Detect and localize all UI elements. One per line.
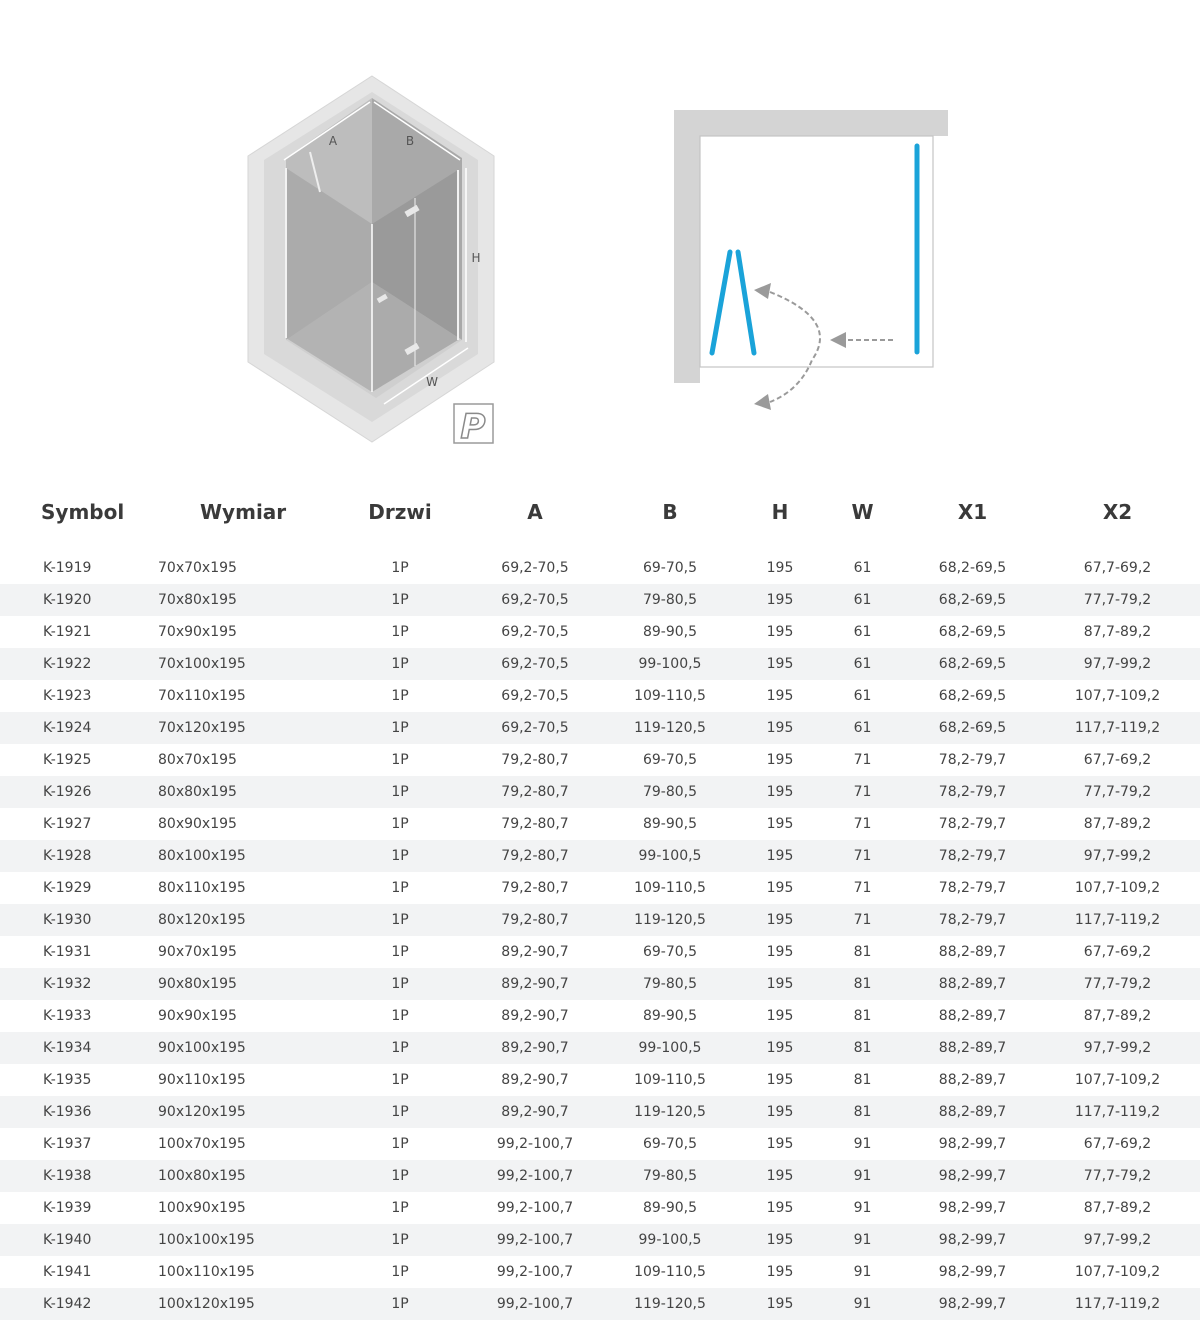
cell-h: 195 <box>766 1200 794 1216</box>
cell-a: 99,2-100,7 <box>475 1288 595 1320</box>
cell-wymiar: 80x110x195 <box>158 880 246 896</box>
table-row <box>0 1160 1200 1192</box>
cell-drzwi: 1P <box>391 752 409 768</box>
cell-x2: 117,7-119,2 <box>1035 712 1200 744</box>
cell-x2: 107,7-109,2 <box>1074 1264 1161 1280</box>
cell-symbol: K-1938 <box>0 1160 155 1192</box>
cell-x2: 77,7-79,2 <box>1035 968 1200 1000</box>
cell-x2: 67,7-69,2 <box>1083 560 1152 576</box>
cell-a: 69,2-70,5 <box>475 648 595 680</box>
cell-wymiar: 70x90x195 <box>158 624 237 640</box>
cell-drzwi: 1P <box>325 1096 475 1128</box>
cell-b: 89-90,5 <box>642 624 698 640</box>
cell-h: 195 <box>766 1008 794 1024</box>
cell-symbol: K-1942 <box>0 1288 155 1320</box>
cell-h: 195 <box>766 752 794 768</box>
cell-b: 79-80,5 <box>595 968 745 1000</box>
cell-x2: 117,7-119,2 <box>1035 1288 1200 1320</box>
column-header-b: B <box>662 500 678 524</box>
cell-w: 71 <box>815 776 910 808</box>
table-row <box>0 744 1200 776</box>
cell-wymiar: 80x120x195 <box>155 904 325 936</box>
column-header-symbol: Symbol <box>41 500 125 524</box>
cell-x2: 87,7-89,2 <box>1083 1008 1152 1024</box>
cell-symbol: K-1934 <box>0 1032 155 1064</box>
cell-h: 195 <box>766 688 794 704</box>
cell-w: 71 <box>853 816 872 832</box>
cell-wymiar: 100x100x195 <box>155 1224 325 1256</box>
table-row <box>0 552 1200 584</box>
table-row <box>0 776 1200 808</box>
cell-wymiar: 80x80x195 <box>155 776 325 808</box>
table-row <box>0 1032 1200 1064</box>
cell-b: 79-80,5 <box>595 1160 745 1192</box>
cell-a: 69,2-70,5 <box>501 560 569 576</box>
column-header-h: H <box>771 500 789 524</box>
cell-drzwi: 1P <box>325 648 475 680</box>
cell-h: 195 <box>766 1136 794 1152</box>
cell-b: 109-110,5 <box>634 1072 706 1088</box>
cell-drzwi: 1P <box>325 1032 475 1064</box>
cell-x1: 98,2-99,7 <box>938 1200 1007 1216</box>
cell-x1: 78,2-79,7 <box>910 840 1035 872</box>
cell-wymiar: 90x110x195 <box>158 1072 246 1088</box>
table-row <box>0 648 1200 680</box>
table-row <box>0 584 1200 616</box>
column-header-wymiar: Wymiar <box>200 500 287 524</box>
cell-drzwi: 1P <box>391 1136 409 1152</box>
cell-b: 109-110,5 <box>634 1264 706 1280</box>
cell-a: 99,2-100,7 <box>475 1224 595 1256</box>
table-row <box>0 904 1200 936</box>
cell-symbol: K-1924 <box>0 712 155 744</box>
cell-x2: 97,7-99,2 <box>1035 1032 1200 1064</box>
cell-drzwi: 1P <box>391 688 409 704</box>
cell-b: 89-90,5 <box>642 816 698 832</box>
cell-x1: 88,2-89,7 <box>910 1032 1035 1064</box>
cell-drzwi: 1P <box>325 1160 475 1192</box>
cell-a: 99,2-100,7 <box>496 1264 574 1280</box>
cell-b: 109-110,5 <box>634 880 706 896</box>
table-header-row <box>0 486 1200 538</box>
cell-w: 61 <box>815 648 910 680</box>
cell-w: 81 <box>853 1008 872 1024</box>
cell-b: 99-100,5 <box>595 1032 745 1064</box>
cell-h: 195 <box>745 968 815 1000</box>
cell-w: 91 <box>815 1288 910 1320</box>
cell-drzwi: 1P <box>391 816 409 832</box>
cell-wymiar: 80x90x195 <box>158 816 237 832</box>
cell-b: 89-90,5 <box>642 1200 698 1216</box>
dimension-label-a: A <box>328 134 338 148</box>
cell-x1: 98,2-99,7 <box>910 1224 1035 1256</box>
cell-symbol: K-1940 <box>0 1224 155 1256</box>
table-row <box>0 872 1200 904</box>
cell-x1: 98,2-99,7 <box>910 1288 1035 1320</box>
cell-b: 69-70,5 <box>642 1136 698 1152</box>
door-panel-line <box>712 252 730 353</box>
cell-x1: 78,2-79,7 <box>938 816 1007 832</box>
cell-x2: 77,7-79,2 <box>1035 584 1200 616</box>
cell-symbol: K-1932 <box>0 968 155 1000</box>
column-header-w: W <box>851 500 874 524</box>
cell-w: 91 <box>815 1160 910 1192</box>
cell-symbol: K-1931 <box>43 944 92 960</box>
cell-symbol: K-1923 <box>43 688 92 704</box>
cell-x2: 117,7-119,2 <box>1035 904 1200 936</box>
cell-x2: 77,7-79,2 <box>1035 776 1200 808</box>
cell-a: 79,2-80,7 <box>475 840 595 872</box>
cell-drzwi: 1P <box>391 1200 409 1216</box>
cell-b: 69-70,5 <box>642 944 698 960</box>
cell-x1: 88,2-89,7 <box>938 944 1007 960</box>
cell-x1: 68,2-69,5 <box>938 688 1007 704</box>
cell-symbol: K-1919 <box>43 560 92 576</box>
cell-x2: 97,7-99,2 <box>1035 840 1200 872</box>
cell-symbol: K-1936 <box>0 1096 155 1128</box>
cell-symbol: K-1929 <box>43 880 92 896</box>
column-header-drzwi: Drzwi <box>368 500 432 524</box>
cell-a: 89,2-90,7 <box>501 944 569 960</box>
column-header-a: A <box>527 500 543 524</box>
cell-x2: 97,7-99,2 <box>1035 648 1200 680</box>
cell-symbol: K-1920 <box>0 584 155 616</box>
cell-h: 195 <box>745 776 815 808</box>
cell-symbol: K-1926 <box>0 776 155 808</box>
cell-x2: 87,7-89,2 <box>1083 816 1152 832</box>
cell-wymiar: 80x100x195 <box>155 840 325 872</box>
table-row <box>0 968 1200 1000</box>
cell-w: 81 <box>815 1032 910 1064</box>
cell-drzwi: 1P <box>391 1072 409 1088</box>
cell-wymiar: 70x120x195 <box>155 712 325 744</box>
cell-w: 61 <box>853 688 872 704</box>
variant-badge-letter: P <box>460 407 486 447</box>
column-header-x1: X1 <box>957 500 988 524</box>
cell-x2: 67,7-69,2 <box>1083 944 1152 960</box>
cell-wymiar: 70x70x195 <box>158 560 237 576</box>
cell-b: 119-120,5 <box>595 1096 745 1128</box>
cell-x1: 88,2-89,7 <box>938 1008 1007 1024</box>
cell-drzwi: 1P <box>391 1264 409 1280</box>
cell-drzwi: 1P <box>391 1008 409 1024</box>
cell-h: 195 <box>766 816 794 832</box>
cell-x1: 68,2-69,5 <box>910 712 1035 744</box>
cell-x1: 98,2-99,7 <box>938 1136 1007 1152</box>
cell-w: 71 <box>815 840 910 872</box>
cell-w: 61 <box>853 560 872 576</box>
cell-x2: 107,7-109,2 <box>1074 880 1161 896</box>
cell-a: 69,2-70,5 <box>475 584 595 616</box>
cell-x2: 107,7-109,2 <box>1074 688 1161 704</box>
cell-x2: 117,7-119,2 <box>1035 1096 1200 1128</box>
cell-a: 89,2-90,7 <box>501 1008 569 1024</box>
cell-w: 91 <box>815 1224 910 1256</box>
table-row <box>0 1096 1200 1128</box>
cell-x1: 68,2-69,5 <box>910 648 1035 680</box>
table-row <box>0 1192 1200 1224</box>
cell-x1: 68,2-69,5 <box>938 624 1007 640</box>
cell-w: 61 <box>815 584 910 616</box>
cell-x1: 78,2-79,7 <box>938 880 1007 896</box>
dimension-label-h: H <box>471 251 481 265</box>
cell-x2: 97,7-99,2 <box>1035 1224 1200 1256</box>
cell-w: 81 <box>853 944 872 960</box>
dimension-label-b: B <box>405 134 415 148</box>
cell-wymiar: 90x90x195 <box>158 1008 237 1024</box>
cell-symbol: K-1925 <box>43 752 92 768</box>
cell-a: 69,2-70,5 <box>501 624 569 640</box>
table-row <box>0 616 1200 648</box>
column-header-x2: X2 <box>1102 500 1133 524</box>
cell-w: 81 <box>815 968 910 1000</box>
arrow-down-left-icon <box>754 394 771 410</box>
cell-wymiar: 90x80x195 <box>155 968 325 1000</box>
cell-x1: 88,2-89,7 <box>938 1072 1007 1088</box>
table-row <box>0 1128 1200 1160</box>
cell-wymiar: 100x120x195 <box>155 1288 325 1320</box>
cell-symbol: K-1922 <box>0 648 155 680</box>
cell-x2: 87,7-89,2 <box>1083 1200 1152 1216</box>
cell-x1: 88,2-89,7 <box>910 1096 1035 1128</box>
cell-a: 89,2-90,7 <box>475 1096 595 1128</box>
cell-drzwi: 1P <box>325 584 475 616</box>
cell-b: 69-70,5 <box>642 752 698 768</box>
cell-a: 89,2-90,7 <box>501 1072 569 1088</box>
cell-symbol: K-1937 <box>43 1136 92 1152</box>
cell-a: 79,2-80,7 <box>475 904 595 936</box>
cell-a: 99,2-100,7 <box>496 1136 574 1152</box>
cell-b: 119-120,5 <box>595 904 745 936</box>
cell-h: 195 <box>745 840 815 872</box>
cell-w: 71 <box>853 880 872 896</box>
cell-drzwi: 1P <box>325 712 475 744</box>
cell-h: 195 <box>766 560 794 576</box>
cell-a: 79,2-80,7 <box>501 880 569 896</box>
cell-h: 195 <box>766 944 794 960</box>
cell-b: 99-100,5 <box>595 1224 745 1256</box>
cell-x2: 107,7-109,2 <box>1074 1072 1161 1088</box>
cell-b: 79-80,5 <box>595 776 745 808</box>
cell-wymiar: 90x70x195 <box>158 944 237 960</box>
table-row <box>0 1256 1200 1288</box>
cell-symbol: K-1930 <box>0 904 155 936</box>
cell-w: 81 <box>853 1072 872 1088</box>
cell-drzwi: 1P <box>325 776 475 808</box>
cell-x1: 98,2-99,7 <box>938 1264 1007 1280</box>
cell-drzwi: 1P <box>325 1224 475 1256</box>
table-row <box>0 1000 1200 1032</box>
cell-x1: 88,2-89,7 <box>910 968 1035 1000</box>
cell-wymiar: 100x80x195 <box>155 1160 325 1192</box>
table-row <box>0 1064 1200 1096</box>
table-row <box>0 1288 1200 1320</box>
door-panel-line <box>738 252 754 353</box>
cell-x2: 67,7-69,2 <box>1083 752 1152 768</box>
cell-drzwi: 1P <box>391 560 409 576</box>
cell-h: 195 <box>745 584 815 616</box>
table-row <box>0 680 1200 712</box>
cell-h: 195 <box>745 712 815 744</box>
cell-x1: 78,2-79,7 <box>910 776 1035 808</box>
cell-h: 195 <box>766 1264 794 1280</box>
cell-h: 195 <box>766 624 794 640</box>
cell-h: 195 <box>745 1288 815 1320</box>
cell-drzwi: 1P <box>391 880 409 896</box>
cell-a: 79,2-80,7 <box>501 752 569 768</box>
cell-wymiar: 70x80x195 <box>155 584 325 616</box>
cell-symbol: K-1933 <box>43 1008 92 1024</box>
cell-drzwi: 1P <box>391 624 409 640</box>
cell-a: 89,2-90,7 <box>475 1032 595 1064</box>
cell-wymiar: 70x100x195 <box>155 648 325 680</box>
cell-x1: 68,2-69,5 <box>938 560 1007 576</box>
cell-x2: 67,7-69,2 <box>1083 1136 1152 1152</box>
cell-w: 91 <box>853 1136 872 1152</box>
cell-drzwi: 1P <box>325 1288 475 1320</box>
cell-a: 99,2-100,7 <box>475 1160 595 1192</box>
cell-w: 71 <box>815 904 910 936</box>
isometric-enclosure-drawing <box>240 70 510 450</box>
cell-b: 79-80,5 <box>595 584 745 616</box>
cell-drzwi: 1P <box>325 840 475 872</box>
cell-h: 195 <box>745 1032 815 1064</box>
cell-drzwi: 1P <box>325 904 475 936</box>
table-row <box>0 1224 1200 1256</box>
cell-b: 89-90,5 <box>642 1008 698 1024</box>
cell-symbol: K-1921 <box>43 624 92 640</box>
cell-symbol: K-1935 <box>43 1072 92 1088</box>
cell-symbol: K-1927 <box>43 816 92 832</box>
cell-a: 79,2-80,7 <box>501 816 569 832</box>
cell-x1: 68,2-69,5 <box>910 584 1035 616</box>
cell-a: 99,2-100,7 <box>496 1200 574 1216</box>
cell-h: 195 <box>745 1224 815 1256</box>
cell-a: 69,2-70,5 <box>501 688 569 704</box>
cell-a: 69,2-70,5 <box>475 712 595 744</box>
dimension-label-w: W <box>426 375 438 389</box>
cell-a: 79,2-80,7 <box>475 776 595 808</box>
cell-a: 89,2-90,7 <box>475 968 595 1000</box>
cell-b: 119-120,5 <box>595 712 745 744</box>
cell-h: 195 <box>766 880 794 896</box>
arrow-left-icon <box>830 332 846 348</box>
cell-h: 195 <box>745 904 815 936</box>
cell-w: 61 <box>815 712 910 744</box>
cell-wymiar: 100x70x195 <box>158 1136 246 1152</box>
cell-symbol: K-1928 <box>0 840 155 872</box>
cell-drzwi: 1P <box>325 968 475 1000</box>
cell-symbol: K-1939 <box>43 1200 92 1216</box>
cell-h: 195 <box>745 648 815 680</box>
cell-b: 99-100,5 <box>595 648 745 680</box>
cell-wymiar: 80x70x195 <box>158 752 237 768</box>
cell-h: 195 <box>745 1096 815 1128</box>
cell-wymiar: 90x120x195 <box>155 1096 325 1128</box>
table-row <box>0 712 1200 744</box>
cell-w: 81 <box>815 1096 910 1128</box>
table-row <box>0 936 1200 968</box>
specification-table <box>0 486 1200 1320</box>
cell-h: 195 <box>766 1072 794 1088</box>
cell-b: 119-120,5 <box>595 1288 745 1320</box>
cell-wymiar: 100x110x195 <box>158 1264 255 1280</box>
cell-x1: 98,2-99,7 <box>910 1160 1035 1192</box>
cell-b: 109-110,5 <box>634 688 706 704</box>
cell-wymiar: 90x100x195 <box>155 1032 325 1064</box>
cell-w: 71 <box>853 752 872 768</box>
cell-symbol: K-1941 <box>43 1264 92 1280</box>
cell-w: 91 <box>853 1200 872 1216</box>
cell-x2: 87,7-89,2 <box>1083 624 1152 640</box>
table-row <box>0 840 1200 872</box>
cell-drzwi: 1P <box>391 944 409 960</box>
plan-view-drawing <box>668 104 958 414</box>
cell-x1: 78,2-79,7 <box>938 752 1007 768</box>
cell-wymiar: 70x110x195 <box>158 688 246 704</box>
cell-x1: 78,2-79,7 <box>910 904 1035 936</box>
cell-wymiar: 100x90x195 <box>158 1200 246 1216</box>
cell-b: 99-100,5 <box>595 840 745 872</box>
cell-b: 69-70,5 <box>642 560 698 576</box>
cell-x2: 77,7-79,2 <box>1035 1160 1200 1192</box>
cell-w: 91 <box>853 1264 872 1280</box>
table-row <box>0 808 1200 840</box>
arrow-up-left-icon <box>754 283 771 299</box>
cell-w: 61 <box>853 624 872 640</box>
cell-h: 195 <box>745 1160 815 1192</box>
